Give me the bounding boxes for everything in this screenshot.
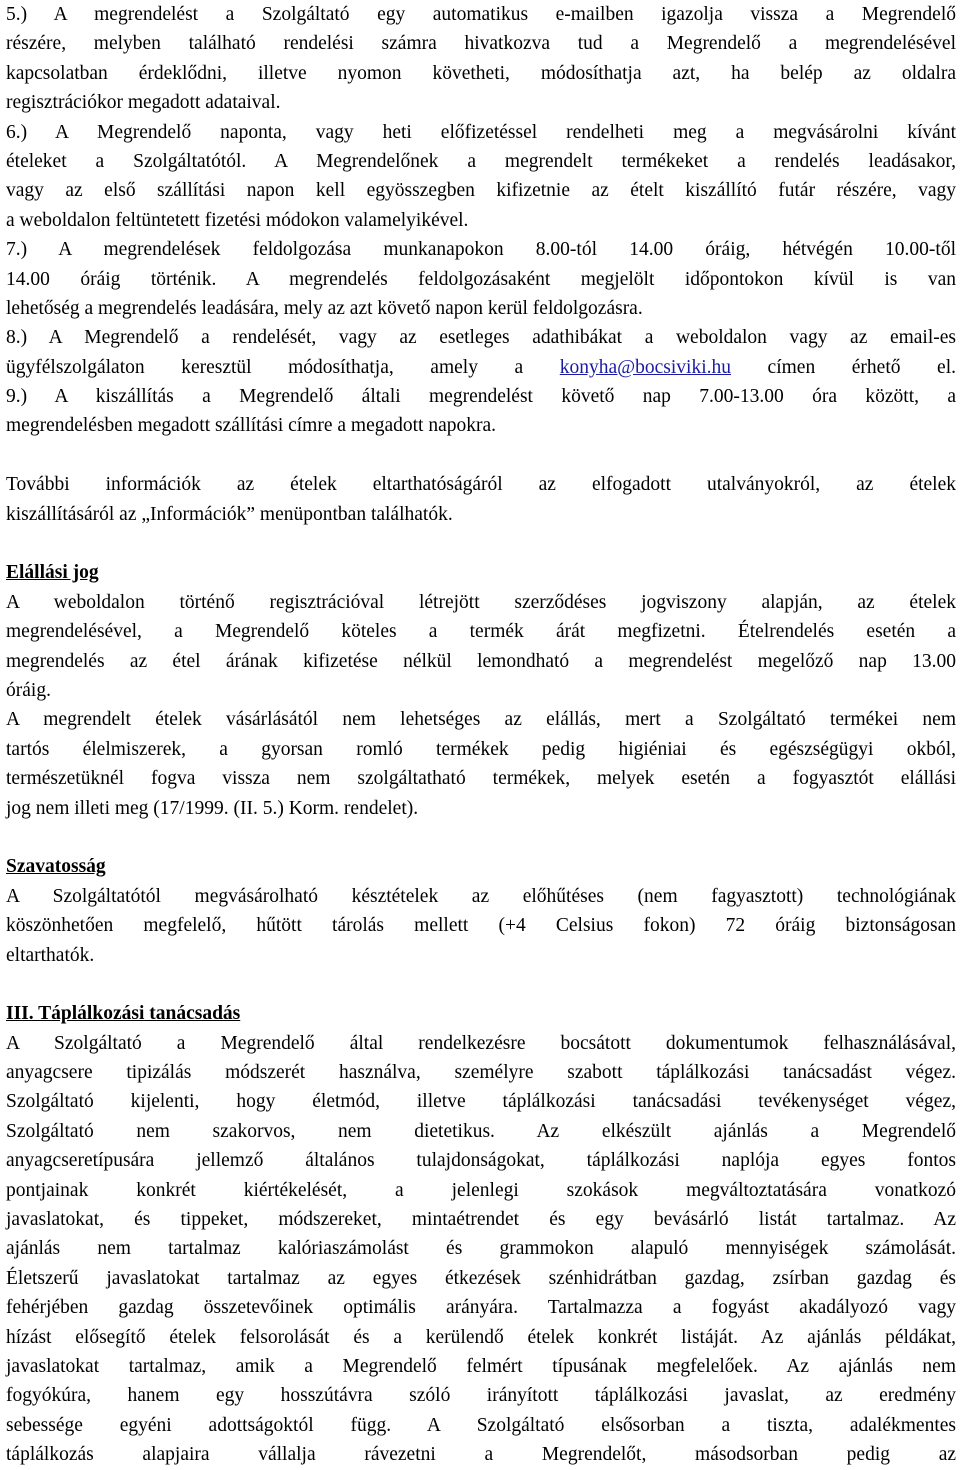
text-line: megrendelésben megadott szállítási címre a megadott napokra. [6,415,497,437]
terms-points-section [6,0,956,441]
info-paragraph [6,470,956,529]
paragraph-gap [6,441,956,470]
text-line: javaslatokat tartalmaz, amik a Megrendelő felmért típusának megfelelőek. Az ajánlás nem [6,1355,956,1377]
text-line: A Szolgáltató a Megrendelő által rendelkezésre bocsátott dokumentumok felhasználásával, [6,1032,956,1054]
text-line: részére, melyben található rendelési számra hivatkozva tud a Megrendelő a megrendelésével [6,33,956,55]
text-fragment: ügyfélszolgálaton keresztül módosíthatja, amely a [6,356,560,378]
paragraph-gap [6,529,956,558]
text-line: 6.) A Megrendelő naponta, vagy heti előfizetéssel rendelheti meg a megvásárolni kívánt [6,121,956,143]
text-line: kapcsolatban érdeklődni, illetve nyomon követheti, módosíthatja azt, ha belép az oldalra [6,62,956,84]
email-link[interactable]: konyha@bocsiviki.hu [559,356,731,378]
text-line: köszönhetően megfelelő, hűtött tárolás mellett (+4 Celsius fokon) 72 óráig biztonságosan [6,915,956,937]
text-line: pontjainak konkrét kiértékelését, a jelenlegi szokások megváltoztatására vonatkozó [6,1179,956,1201]
text-line: lehetőség a megrendelés leadására, mely az azt követő napon kerül feldolgozásra. [6,297,643,319]
text-line: regisztrációkor megadott adataival. [6,92,281,114]
text-line: eltarthatók. [6,944,95,966]
text-line: természetüknél fogva vissza nem szolgáltatható termékek, melyek esetén a fogyasztót elállási [6,768,956,790]
document-page [6,0,956,1470]
text-line: További információk az ételek eltarthatóságáról az elfogadott utalványokról, az ételek [6,474,956,496]
text-line: A Szolgáltatótól megvásárolható késztételek az előhűtéses (nem fagyasztott) technológiának [6,885,956,907]
text-line: óráig. [6,679,51,701]
section-heading-nutrition: III. Táplálkozási tanácsadás [6,1003,241,1025]
text-line: fogyókúra, hanem egy hosszútávra szóló irányított táplálkozási javaslat, az eredmény [6,1385,956,1407]
text-line: 5.) A megrendelést a Szolgáltató egy automatikus e-mailben igazolja vissza a Megrendelő [6,4,956,25]
text-line: megrendelésével, a Megrendelő köteles a termék árát megfizetni. Ételrendelés esetén a [6,621,956,643]
text-line: 9.) A kiszállítás a Megrendelő általi megrendelést követő nap 7.00-13.00 óra között, a [6,386,956,408]
text-line: ételeket a Szolgáltatótól. A Megrendelőnek a megrendelt termékeket a rendelés leadásakor, [6,150,956,172]
withdrawal-section [6,558,956,823]
paragraph-gap [6,823,956,852]
text-line: 7.) A megrendelések feldolgozása munkanapokon 8.00-tól 14.00 óráig, hétvégén 10.00-től [6,239,956,261]
text-line: A weboldalon történő regisztrációval létrejött szerződéses jogviszony alapján, az ételek [6,591,956,613]
nutrition-advice-section [6,999,956,1469]
text-line: anyagcsere tipizálás módszerét használva, személyre szabott táplálkozási tanácsadást végez. [6,1062,956,1084]
text-line: Szolgáltató kijelenti, hogy életmód, illetve táplálkozási tanácsadási tevékenységet végez, [6,1091,956,1113]
text-line: megrendelés az étel árának kifizetése nélkül lemondható a megrendelést megelőző nap 13.00 [6,650,956,672]
text-line: a weboldalon feltüntetett fizetési módokon valamelyikével. [6,209,469,231]
text-line: vagy az első szállítási napon kell egyösszegben kifizetnie az ételt kiszállító futár részére, vagy [6,180,956,202]
text-line: A megrendelt ételek vásárlásától nem lehetséges az elállás, mert a Szolgáltató termékei nem [6,709,956,731]
section-heading-withdrawal: Elállási jog [6,562,99,584]
text-line: táplálkozás alapjaira vállalja rávezetni a Megrendelőt, másodsorban pedig az [6,1444,956,1466]
text-line: fehérjében gazdag összetevőinek optimális arányára. Tartalmazza a fogyást akadályozó vagy [6,1297,956,1319]
text-line: sebessége egyéni adottságoktól függ. A Szolgáltató elsősorban a tiszta, adalékmentes [6,1414,956,1436]
text-line: kiszállításáról az „Információk” menüpontban találhatók. [6,503,453,525]
section-heading-warranty: Szavatosság [6,856,106,878]
text-line: Szolgáltató nem szakorvos, nem dietetikus. Az elkészült ajánlás a Megrendelő [6,1120,956,1142]
text-line: jog nem illeti meg (17/1999. (II. 5.) Korm. rendelet). [6,797,419,819]
text-line-with-email [6,353,956,382]
paragraph-gap [6,970,956,999]
text-line: ajánlás nem tartalmaz kalóriaszámolást és grammokon alapuló mennyiségek számolását. [6,1238,956,1260]
text-line: Életszerű javaslatokat tartalmaz az egyes étkezések szénhidrátban gazdag, zsírban gazdag és [6,1267,956,1289]
text-line: 8.) A Megrendelő a rendelését, vagy az esetleges adathibákat a weboldalon vagy az email-es [6,327,956,349]
text-line: hízást elősegítő ételek felsorolását és a kerülendő ételek konkrét listáját. Az ajánlás példákat, [6,1326,956,1348]
text-line: anyagcseretípusára jellemző általános tulajdonságokat, táplálkozási naplója egyes fontos [6,1150,956,1172]
warranty-section [6,852,956,970]
text-line: 14.00 óráig történik. A megrendelés feldolgozásaként megjelölt időpontokon kívül is van [6,268,956,290]
text-line: tartós élelmiszerek, a gyorsan romló termékek pedig higiéniai és egészségügyi okból, [6,738,956,760]
text-line: javaslatokat, és tippeket, módszereket, mintaétrendet és egy bevásárló listát tartalmaz. Az [6,1209,956,1231]
text-fragment: címen érhető el. [730,356,956,378]
